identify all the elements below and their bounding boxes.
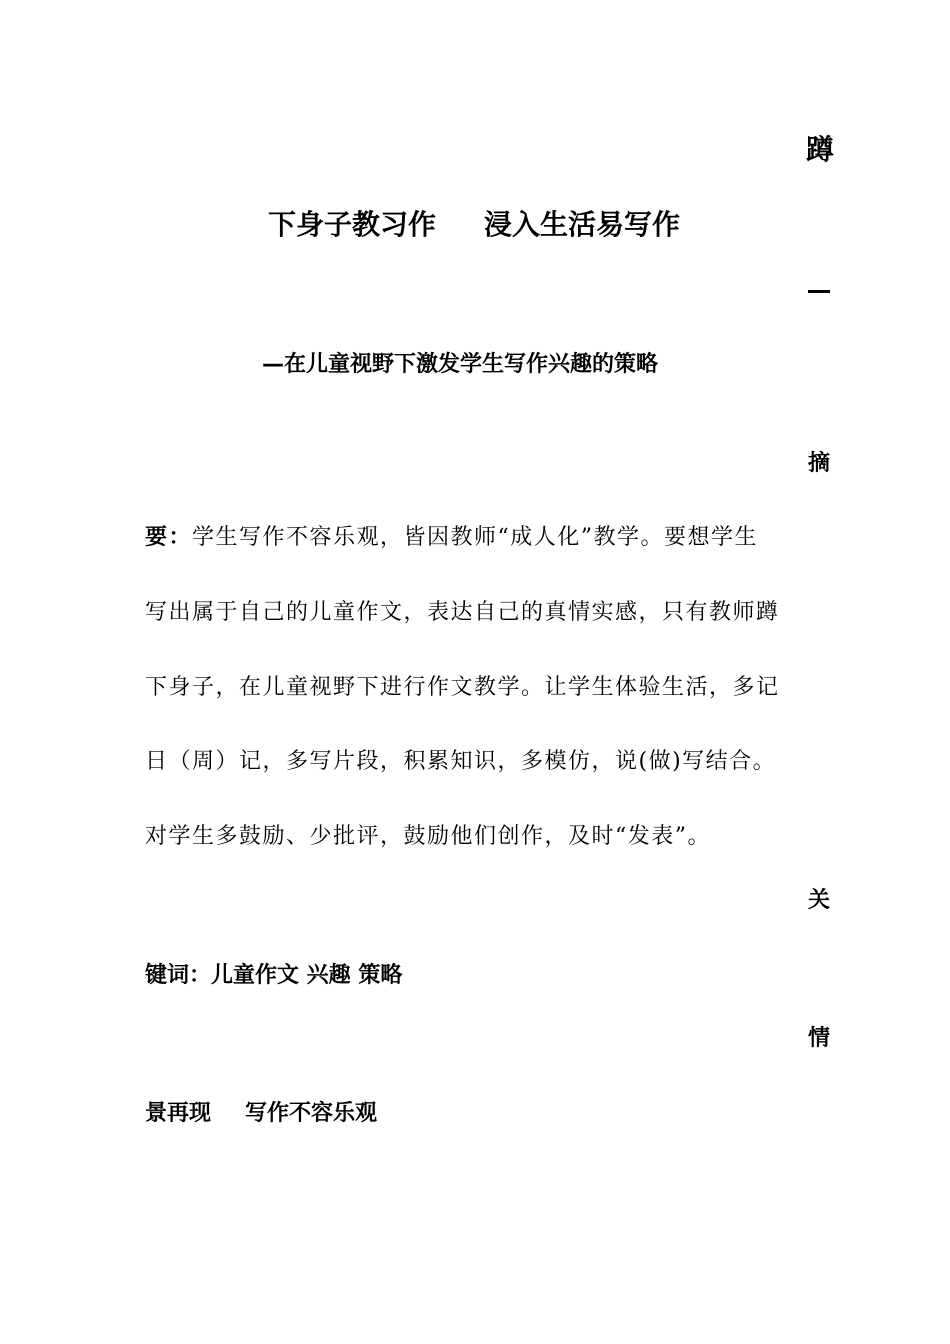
margin-char-guan: 关 [808, 888, 831, 913]
abstract-line-5: 对学生多鼓励、少批评，鼓励他们创作，及时“发表”。 [145, 824, 711, 849]
margin-char-qing: 情 [808, 1026, 831, 1051]
abstract-label: 要： [145, 525, 193, 550]
abstract-line-4: 日（周）记，多写片段，积累知识，多模仿，说(做)写结合。 [145, 749, 777, 774]
keywords-line [145, 964, 402, 987]
abstract-text-1: 学生写作不容乐观，皆因教师“成人化”教学。要想学生 [192, 525, 759, 550]
title-part-2: 浸入生活易写作 [484, 208, 681, 241]
section-heading [145, 1102, 377, 1124]
keywords-label: 键词： [145, 963, 212, 988]
section-heading-part-1: 景再现 [145, 1100, 212, 1126]
margin-char-dun: 蹲 [806, 133, 835, 166]
abstract-line-3: 下身子，在儿童视野下进行作文教学。让学生体验生活，多记 [145, 675, 780, 700]
keywords-items: 儿童作文 兴趣 策略 [211, 962, 403, 988]
margin-char-zhai: 摘 [808, 451, 831, 476]
abstract-line-2: 写出属于自己的儿童作文，表达自己的真情实感，只有教师蹲 [145, 600, 780, 625]
subtitle: —在儿童视野下激发学生写作兴趣的策略 [262, 352, 659, 377]
title-part-1: 下身子教习作 [268, 208, 437, 241]
section-heading-part-2: 写作不容乐观 [245, 1100, 378, 1126]
abstract-line-1 [145, 527, 758, 549]
margin-dash [808, 290, 830, 293]
